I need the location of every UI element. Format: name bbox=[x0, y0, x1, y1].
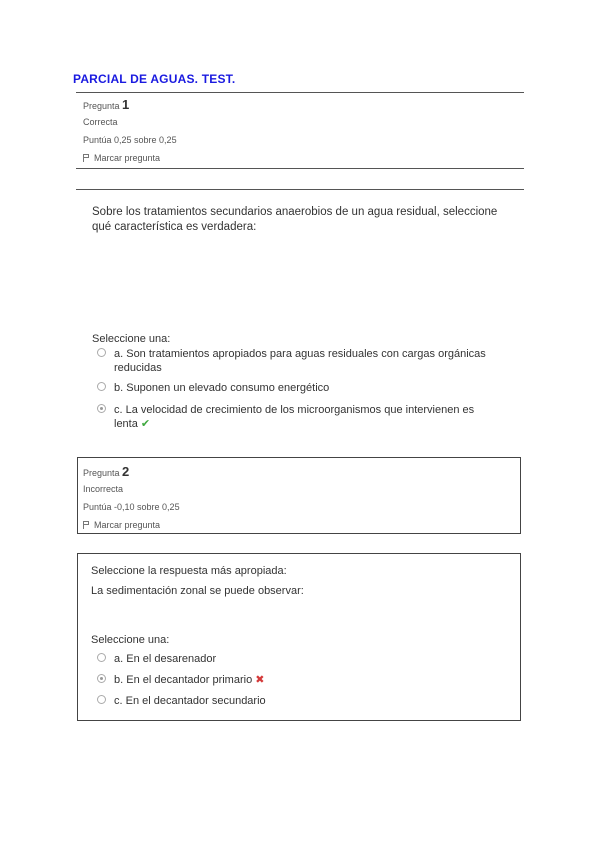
question-2-info-box bbox=[77, 457, 521, 534]
option-text: b. En el decantador primario bbox=[114, 674, 253, 686]
question-status: Incorrecta bbox=[83, 484, 124, 494]
radio-button[interactable] bbox=[97, 348, 106, 357]
page-title: PARCIAL DE AGUAS. TEST. bbox=[73, 72, 236, 86]
radio-button[interactable] bbox=[97, 653, 106, 662]
option-text: b. Suponen un elevado consumo energético bbox=[114, 382, 330, 394]
question-label: Pregunta bbox=[83, 101, 120, 111]
question-2-content-box bbox=[77, 553, 521, 721]
answer-option-a[interactable] bbox=[97, 347, 517, 375]
option-text: c. La velocidad de crecimiento de los microorganismos que intervienen es bbox=[114, 404, 475, 416]
radio-button-selected[interactable] bbox=[97, 404, 106, 413]
flag-icon bbox=[83, 154, 90, 162]
divider bbox=[76, 168, 524, 169]
question-status: Correcta bbox=[83, 117, 118, 127]
flag-question-label: Marcar pregunta bbox=[94, 520, 161, 530]
select-one-label: Seleccione una: bbox=[91, 634, 170, 646]
question-1-info bbox=[83, 96, 283, 166]
question-1-text bbox=[92, 205, 497, 235]
select-one-label: Seleccione una: bbox=[92, 333, 171, 345]
flag-question-label: Marcar pregunta bbox=[94, 153, 161, 163]
radio-button[interactable] bbox=[97, 695, 106, 704]
question-2-text: La sedimentación zonal se puede observar: bbox=[91, 585, 304, 597]
cross-icon: ✖ bbox=[255, 674, 265, 686]
question-number: 1 bbox=[122, 97, 130, 112]
question-label: Pregunta bbox=[83, 468, 120, 478]
answer-option-b[interactable] bbox=[97, 673, 497, 687]
option-text: c. En el decantador secundario bbox=[114, 695, 266, 707]
answer-option-c[interactable] bbox=[97, 694, 497, 708]
radio-button-selected[interactable] bbox=[97, 674, 106, 683]
question-2-info bbox=[83, 463, 283, 533]
option-text: lenta bbox=[114, 418, 138, 430]
question-text-line: Sobre los tratamientos secundarios anaerobios de un agua residual, seleccione bbox=[92, 206, 498, 218]
question-score: Puntúa 0,25 sobre 0,25 bbox=[83, 135, 177, 145]
question-number: 2 bbox=[122, 464, 130, 479]
option-text: reducidas bbox=[114, 362, 162, 374]
option-text: a. En el desarenador bbox=[114, 653, 217, 665]
check-icon: ✔ bbox=[140, 418, 151, 430]
answer-option-a[interactable] bbox=[97, 652, 497, 666]
question-text-line: qué característica es verdadera: bbox=[92, 221, 257, 233]
question-score: Puntúa -0,10 sobre 0,25 bbox=[83, 502, 180, 512]
divider bbox=[76, 92, 524, 93]
answer-option-b[interactable] bbox=[97, 381, 517, 395]
flag-question-link[interactable] bbox=[83, 154, 160, 163]
flag-question-link[interactable] bbox=[83, 521, 160, 530]
option-text: a. Son tratamientos apropiados para aguas residuales con cargas orgánicas bbox=[114, 348, 486, 360]
radio-button[interactable] bbox=[97, 382, 106, 391]
question-instruction: Seleccione la respuesta más apropiada: bbox=[91, 565, 287, 577]
flag-icon bbox=[83, 521, 90, 529]
answer-option-c[interactable] bbox=[97, 403, 517, 431]
divider bbox=[76, 189, 524, 190]
